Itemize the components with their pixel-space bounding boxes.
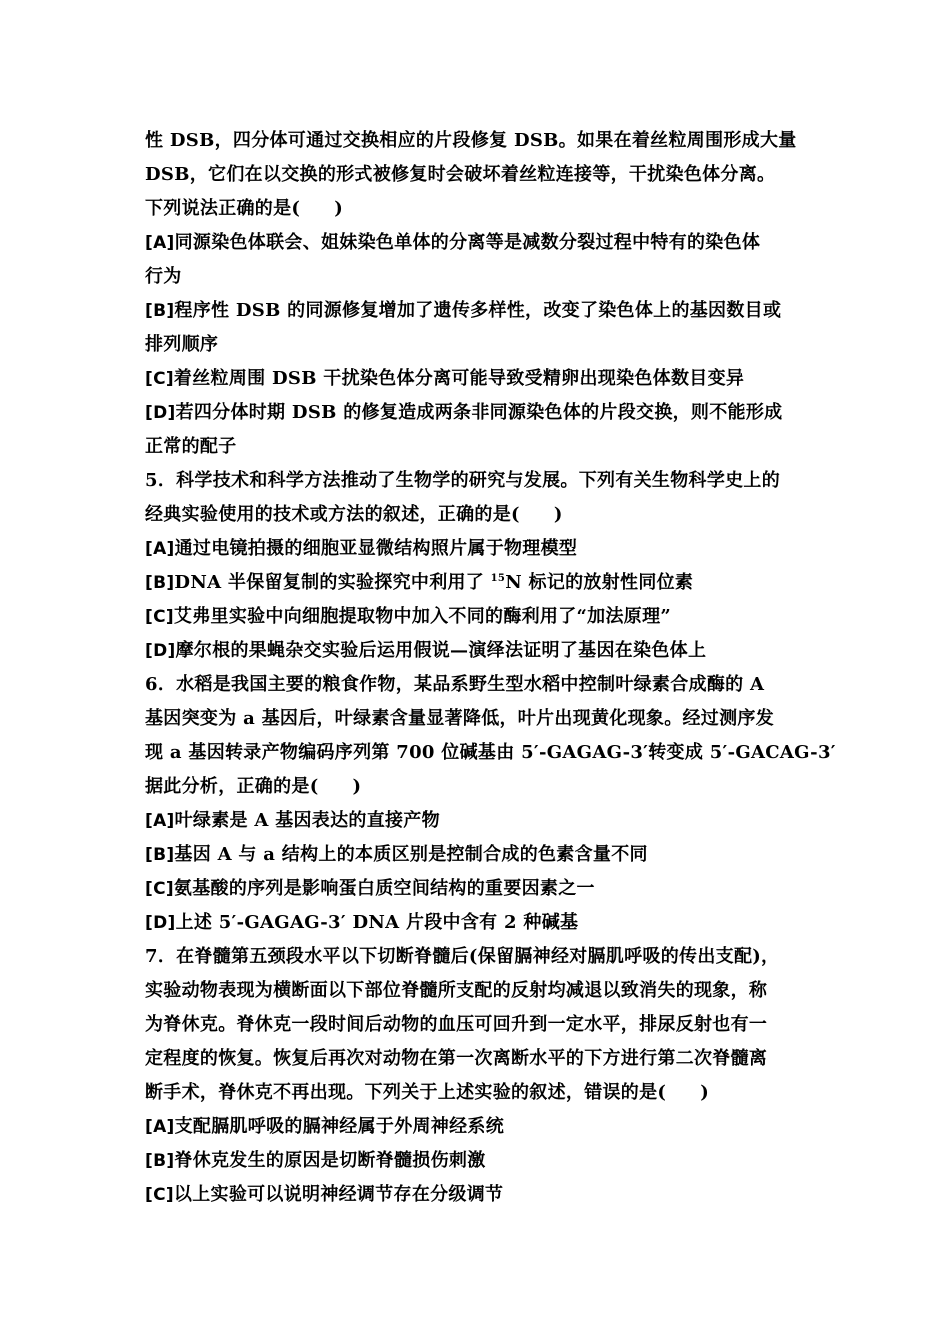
q6-close-paren: )	[352, 776, 362, 797]
option-text: 上述 5′-GAGAG-3′ DNA 片段中含有 2 种碱基	[175, 912, 579, 933]
q4-stem-line-1: 性 DSB，四分体可通过交换相应的片段修复 DSB。如果在着丝粒周围形成大量	[145, 130, 797, 151]
option-text: 基因 A 与 a 结构上的本质区别是控制合成的色素含量不同	[174, 844, 648, 865]
q7-stem-line	[145, 1076, 813, 1110]
q5-stem-line	[145, 464, 813, 498]
option-label: [A]	[145, 811, 175, 831]
q7-stem-line	[145, 1042, 813, 1076]
q5-stem-line	[145, 498, 813, 532]
option-text: 艾弗里实验中向细胞提取物中加入不同的酶利用了“加法原理”	[173, 606, 672, 627]
option-text: 脊休克发生的原因是切断脊髓损伤刺激	[174, 1150, 486, 1171]
option-text: 叶绿素是 A 基因表达的直接产物	[174, 810, 440, 831]
q7-option-a[interactable]	[145, 1110, 813, 1144]
q5-stem-line-1: 科学技术和科学方法推动了生物学的研究与发展。下列有关生物科学史上的	[176, 470, 781, 491]
q5-stem-line-2: 经典实验使用的技术或方法的叙述，正确的是(	[145, 504, 520, 525]
q6-stem-line	[145, 770, 813, 804]
option-text: 摩尔根的果蝇杂交实验后运用假说—演绎法证明了基因在染色体上	[175, 640, 707, 661]
q5-option-c[interactable]	[145, 600, 813, 634]
q4-option-b[interactable]	[145, 294, 813, 328]
option-label: [D]	[145, 641, 176, 661]
q6-stem-line-2: 基因突变为 a 基因后，叶绿素含量显著降低，叶片出现黄化现象。经过测序发	[145, 708, 774, 729]
option-text: DNA 半保留复制的实验探究中利用了	[174, 572, 491, 593]
q6-option-a[interactable]	[145, 804, 813, 838]
q7-stem-line	[145, 974, 813, 1008]
q5-option-b[interactable]	[145, 566, 813, 600]
option-label: [C]	[145, 1185, 174, 1205]
q7-option-b[interactable]	[145, 1144, 813, 1178]
option-label: [B]	[145, 301, 175, 321]
q7-stem-line	[145, 940, 813, 974]
q4-option-d-cont	[145, 430, 813, 464]
q6-option-b[interactable]	[145, 838, 813, 872]
option-text: 行为	[145, 266, 182, 287]
q7-number: 7．	[145, 946, 177, 967]
q4-stem-line	[145, 124, 813, 158]
option-label: [D]	[145, 403, 176, 423]
q7-stem-line-5: 断手术，脊休克不再出现。下列关于上述实验的叙述，错误的是(	[145, 1082, 667, 1103]
q7-stem-line-1: 在脊髓第五颈段水平以下切断脊髓后(保留膈神经对膈肌呼吸的传出支配)，	[176, 946, 780, 967]
isotope-superscript: 15	[490, 573, 506, 584]
option-label: [C]	[145, 369, 174, 389]
q4-stem-line	[145, 158, 813, 192]
option-text: 支配膈肌呼吸的膈神经属于外周神经系统	[174, 1116, 505, 1137]
option-label: [B]	[145, 1151, 175, 1171]
option-text: 排列顺序	[145, 334, 219, 355]
option-text: 正常的配子	[145, 436, 237, 457]
option-text: 着丝粒周围 DSB 干扰染色体分离可能导致受精卵出现染色体数目变异	[173, 368, 745, 389]
q6-number: 6．	[145, 674, 177, 695]
q4-option-a[interactable]	[145, 226, 813, 260]
q5-close-paren: )	[553, 504, 563, 525]
q4-stem-line-2: DSB，它们在以交换的形式被修复时会破坏着丝粒连接等，干扰染色体分离。	[145, 164, 776, 185]
q5-option-d[interactable]	[145, 634, 813, 668]
option-label: [A]	[145, 539, 175, 559]
option-text: N 标记的放射性同位素	[505, 572, 694, 593]
q7-stem-line	[145, 1008, 813, 1042]
option-text: 程序性 DSB 的同源修复增加了遗传多样性，改变了染色体上的基因数目或	[174, 300, 782, 321]
q6-stem-line	[145, 702, 813, 736]
q6-stem-line	[145, 736, 836, 770]
q7-stem-line-3: 为脊休克。脊休克一段时间后动物的血压可回升到一定水平，排尿反射也有一	[145, 1014, 768, 1035]
q4-stem-line-3: 下列说法正确的是(	[145, 198, 301, 219]
q7-stem-line-4: 定程度的恢复。恢复后再次对动物在第一次离断水平的下方进行第二次脊髓离	[145, 1048, 768, 1069]
q4-stem-line	[145, 192, 813, 226]
q7-stem-line-2: 实验动物表现为横断面以下部位脊髓所支配的反射均减退以致消失的现象，称	[145, 980, 768, 1001]
option-label: [B]	[145, 845, 175, 865]
q6-stem-line-3: 现 a 基因转录产物编码序列第 700 位碱基由 5′-GAGAG-3′转变成 5′-GACAG-3′	[145, 742, 836, 763]
option-text: 以上实验可以说明神经调节存在分级调节	[173, 1184, 504, 1205]
q4-option-a-cont	[145, 260, 813, 294]
option-label: [A]	[145, 233, 175, 253]
option-text: 通过电镜拍摄的细胞亚显微结构照片属于物理模型	[174, 538, 578, 559]
option-label: [A]	[145, 1117, 175, 1137]
q7-close-paren: )	[700, 1082, 710, 1103]
q5-number: 5．	[145, 470, 177, 491]
q5-option-a[interactable]	[145, 532, 813, 566]
option-label: [D]	[145, 913, 176, 933]
option-label: [B]	[145, 573, 175, 593]
q6-stem-line-1: 水稻是我国主要的粮食作物，某品系野生型水稻中控制叶绿素合成酶的 A	[176, 674, 765, 695]
q6-stem-line-4: 据此分析，正确的是(	[145, 776, 319, 797]
q6-option-c[interactable]	[145, 872, 813, 906]
q6-stem-line	[145, 668, 813, 702]
question-content	[145, 124, 836, 1212]
option-label: [C]	[145, 879, 174, 899]
option-label: [C]	[145, 607, 174, 627]
q6-option-d[interactable]	[145, 906, 813, 940]
option-text: 若四分体时期 DSB 的修复造成两条非同源染色体的片段交换，则不能形成	[175, 402, 783, 423]
q7-option-c[interactable]	[145, 1178, 813, 1212]
q4-close-paren: )	[334, 198, 344, 219]
q4-option-c[interactable]	[145, 362, 813, 396]
q4-option-d[interactable]	[145, 396, 813, 430]
option-text: 同源染色体联会、姐妹染色单体的分离等是减数分裂过程中特有的染色体	[174, 232, 761, 253]
q4-option-b-cont	[145, 328, 813, 362]
option-text: 氨基酸的序列是影响蛋白质空间结构的重要因素之一	[173, 878, 595, 899]
